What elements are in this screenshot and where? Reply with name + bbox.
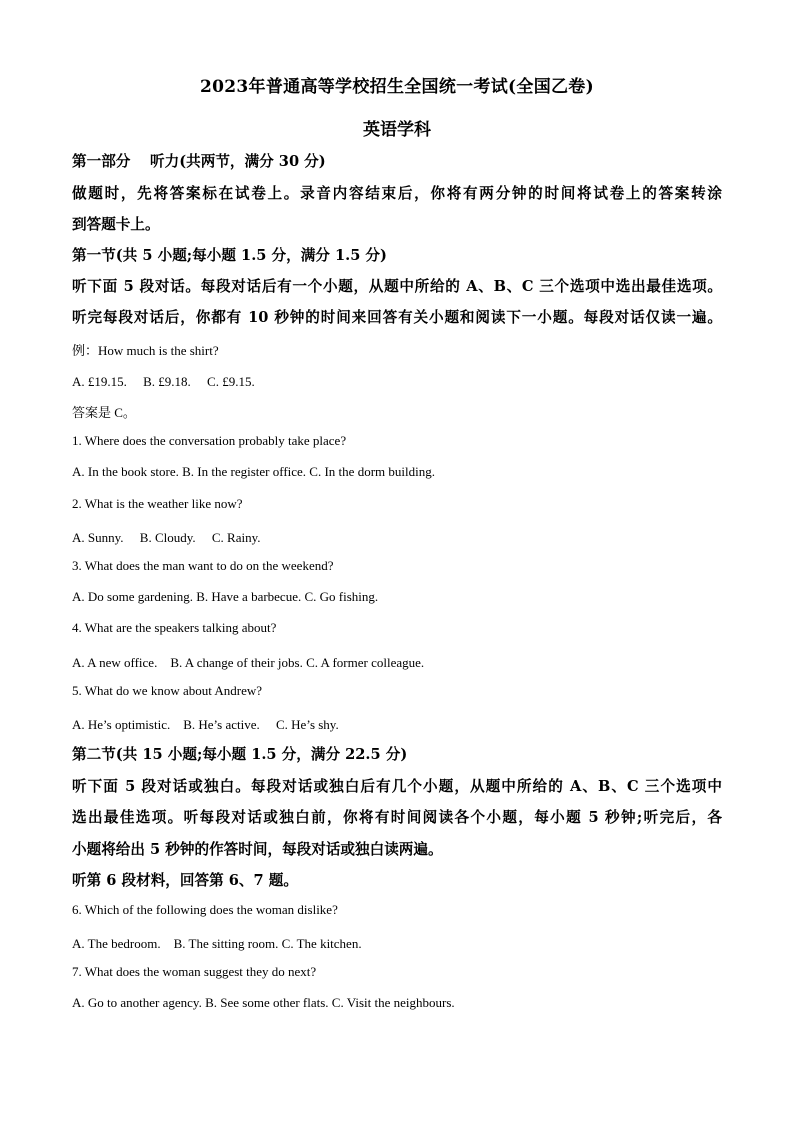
- question-7: 7. What does the woman suggest they do next?: [72, 964, 317, 979]
- question-5-options: A. He’s optimistic. B. He’s active. C. He’s shy.: [72, 717, 339, 732]
- example-options: A. £19.15. B. £9.18. C. £9.15.: [72, 374, 255, 389]
- exam-title: 2023年普通高等学校招生全国统一考试(全国乙卷): [200, 77, 594, 97]
- question-4-options: A. A new office. B. A change of their jobs. C. A former colleague.: [72, 655, 425, 670]
- question-1: 1. Where does the conversation probably take place?: [72, 433, 347, 448]
- part-one-instruction-line-2: 到答题卡上。: [72, 216, 160, 233]
- question-3-options: A. Do some gardening. B. Have a barbecue. C. Go fishing.: [72, 589, 379, 604]
- section-one-heading: 第一节(共 5 小题;每小题 1.5 分，满分 1.5 分): [72, 247, 387, 264]
- example-question: 例：How much is the shirt?: [72, 343, 219, 358]
- section-two-instruction-line-2: 选出最佳选项。听每段对话或独白前，你将有时间阅读各个小题，每小题 5 秒钟;听完后，各: [72, 809, 722, 826]
- part-one-heading: 第一部分 听力(共两节，满分 30 分): [72, 153, 326, 170]
- material-6-heading: 听第 6 段材料，回答第 6、7 题。: [72, 872, 298, 889]
- question-1-options: A. In the book store. B. In the register office. C. In the dorm building.: [72, 464, 435, 479]
- question-4: 4. What are the speakers talking about?: [72, 620, 277, 635]
- question-7-options: A. Go to another agency. B. See some other flats. C. Visit the neighbours.: [72, 995, 455, 1010]
- question-6-options: A. The bedroom. B. The sitting room. C. The kitchen.: [72, 936, 362, 951]
- section-two-heading: 第二节(共 15 小题;每小题 1.5 分，满分 22.5 分): [72, 746, 408, 763]
- question-2-options: A. Sunny. B. Cloudy. C. Rainy.: [72, 530, 261, 545]
- question-3: 3. What does the man want to do on the weekend?: [72, 558, 334, 573]
- question-5: 5. What do we know about Andrew?: [72, 683, 263, 698]
- example-answer: 答案是 C。: [72, 405, 136, 420]
- question-6: 6. Which of the following does the woman dislike?: [72, 902, 338, 917]
- part-one-instruction-line-1: 做题时，先将答案标在试卷上。录音内容结束后，你将有两分钟的时间将试卷上的答案转涂: [72, 185, 722, 202]
- question-2: 2. What is the weather like now?: [72, 496, 243, 511]
- section-two-instruction-line-3: 小题将给出 5 秒钟的作答时间，每段对话或独白读两遍。: [72, 841, 443, 858]
- subject-title: 英语学科: [363, 120, 431, 140]
- section-one-instruction-line-2: 听完每段对话后，你都有 10 秒钟的时间来回答有关小题和阅读下一小题。每段对话仅读一遍。: [72, 309, 722, 326]
- section-one-instruction-line-1: 听下面 5 段对话。每段对话后有一个小题，从题中所给的 A、B、C 三个选项中选出最佳选项。: [72, 278, 722, 295]
- section-two-instruction-line-1: 听下面 5 段对话或独白。每段对话或独白后有几个小题，从题中所给的 A、B、C 三个选项中: [72, 778, 722, 795]
